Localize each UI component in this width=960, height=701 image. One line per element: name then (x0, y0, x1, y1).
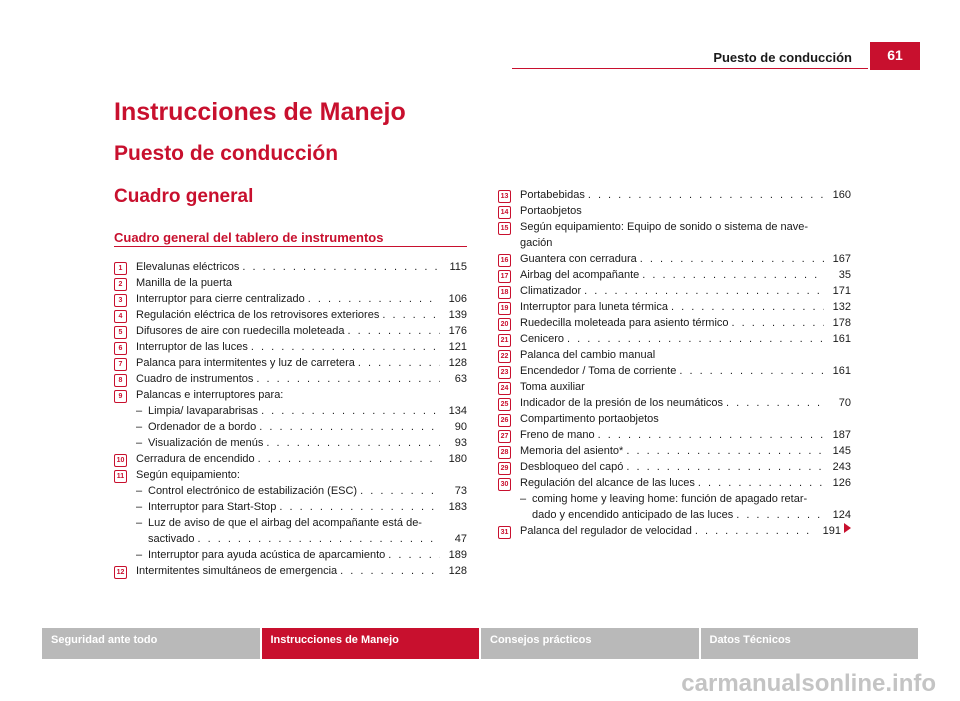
legend-item (498, 283, 851, 299)
page-reference[interactable]: 35 (838, 269, 851, 281)
footer-tabs (42, 628, 918, 659)
footer-tab[interactable]: Datos Técnicos (701, 628, 919, 659)
topic-rule (114, 246, 467, 247)
leader-dots (279, 499, 440, 515)
page-reference[interactable]: 121 (448, 341, 467, 353)
legend-item (114, 355, 467, 371)
item-number-badge: 23 (498, 366, 511, 379)
legend-item (114, 291, 467, 307)
continue-arrow-icon (844, 523, 851, 533)
legend-item (498, 411, 851, 427)
leader-dots (736, 507, 824, 523)
subchapter-title: Cuadro general (114, 186, 254, 207)
item-number-badge: 6 (114, 342, 127, 355)
leader-dots (642, 267, 824, 283)
item-text: Cuadro de instrumentos (136, 373, 254, 385)
leader-dots (358, 355, 440, 371)
item-text: Regulación del alcance de las luces (520, 477, 695, 489)
leader-dots (698, 475, 824, 491)
leader-dots (258, 451, 440, 467)
item-number-badge: 14 (498, 206, 511, 219)
leader-dots (308, 291, 440, 307)
page-reference[interactable]: 132 (832, 301, 851, 313)
item-number-badge: 22 (498, 350, 511, 363)
right-legend-list (498, 187, 851, 539)
leader-dots (732, 315, 824, 331)
item-number-badge: 8 (114, 374, 127, 387)
item-text: Interruptor para luneta térmica (520, 301, 668, 313)
leader-dots (695, 523, 814, 539)
leader-dots (266, 435, 440, 451)
legend-item (114, 419, 467, 435)
legend-item (498, 491, 851, 523)
item-text: Palancas e interruptores para: (136, 389, 284, 401)
leader-dots (261, 403, 440, 419)
leader-dots (340, 563, 440, 579)
item-text: Guantera con cerradura (520, 253, 637, 265)
page-reference[interactable]: 47 (454, 533, 467, 545)
dash-bullet: – (136, 517, 143, 529)
item-text: coming home y leaving home: función de apagado retar- (532, 493, 808, 505)
page-number: 61 (870, 42, 920, 70)
page-reference[interactable]: 93 (454, 437, 467, 449)
dash-bullet: – (136, 501, 143, 513)
leader-dots (584, 283, 824, 299)
item-text: Climatizador (520, 285, 582, 297)
item-text: Regulación eléctrica de los retrovisores exteriores (136, 309, 380, 321)
leader-dots (726, 395, 824, 411)
item-text: Airbag del acompañante (520, 269, 640, 281)
page-reference[interactable]: 161 (832, 365, 851, 377)
legend-item (114, 483, 467, 499)
item-text: Palanca del regulador de velocidad (520, 525, 692, 537)
page-reference[interactable]: 176 (448, 325, 467, 337)
item-number-badge: 17 (498, 270, 511, 283)
page-reference[interactable]: 171 (832, 285, 851, 297)
footer-tab[interactable]: Instrucciones de Manejo (262, 628, 480, 659)
legend-item (114, 499, 467, 515)
item-text: Portaobjetos (520, 205, 582, 217)
item-text: Según equipamiento: Equipo de sonido o sistema de nave- (520, 221, 809, 233)
item-text: Palanca del cambio manual (520, 349, 656, 361)
legend-item (498, 395, 851, 411)
page-reference[interactable]: 115 (449, 261, 467, 273)
leader-dots (626, 459, 824, 475)
legend-item (498, 459, 851, 475)
page-reference[interactable]: 178 (832, 317, 851, 329)
item-text-continuation: dado y encendido anticipado de las luces (532, 509, 734, 521)
page-reference[interactable]: 187 (832, 429, 851, 441)
item-number-badge: 5 (114, 326, 127, 339)
legend-item (498, 379, 851, 395)
item-number-badge: 18 (498, 286, 511, 299)
page-reference[interactable]: 90 (454, 421, 467, 433)
legend-item (114, 451, 467, 467)
dash-bullet: – (136, 485, 143, 497)
item-text: Portabebidas (520, 189, 585, 201)
page-reference[interactable]: 183 (448, 501, 467, 513)
header-title: Puesto de conducción (713, 50, 852, 65)
page-reference[interactable]: 160 (832, 189, 851, 201)
item-text: Toma auxiliar (520, 381, 585, 393)
legend-item (114, 275, 467, 291)
item-number-badge: 31 (498, 526, 511, 539)
dash-bullet: – (136, 437, 143, 449)
item-text: Interruptor para Start-Stop (148, 501, 277, 513)
page-reference[interactable]: 145 (832, 445, 851, 457)
leader-dots (388, 547, 440, 563)
legend-item (498, 331, 851, 347)
legend-item (114, 403, 467, 419)
page-reference[interactable]: 161 (832, 333, 851, 345)
item-number-badge: 3 (114, 294, 127, 307)
leader-dots (626, 443, 824, 459)
item-number-badge: 1 (114, 262, 127, 275)
item-text: Compartimento portaobjetos (520, 413, 659, 425)
legend-item (114, 387, 467, 403)
item-text-continuation: sactivado (148, 533, 195, 545)
item-text: Según equipamiento: (136, 469, 240, 481)
legend-item (498, 475, 851, 491)
item-text: Luz de aviso de que el airbag del acompañante está de- (148, 517, 422, 529)
item-number-badge: 9 (114, 390, 127, 403)
item-text: Difusores de aire con ruedecilla moleteada (136, 325, 345, 337)
legend-item (114, 371, 467, 387)
dash-bullet: – (136, 549, 143, 561)
item-text: Desbloqueo del capó (520, 461, 624, 473)
leader-dots (679, 363, 824, 379)
item-number-badge: 2 (114, 278, 127, 291)
legend-item (114, 547, 467, 563)
item-number-badge: 7 (114, 358, 127, 371)
leader-dots (242, 259, 440, 275)
leader-dots (259, 419, 440, 435)
watermark: carmanualsonline.info (681, 670, 936, 697)
item-number-badge: 15 (498, 222, 511, 235)
leader-dots (348, 323, 440, 339)
leader-dots (256, 371, 440, 387)
legend-item (498, 299, 851, 315)
item-number-badge: 16 (498, 254, 511, 267)
leader-dots (588, 187, 824, 203)
page-reference[interactable]: 63 (454, 373, 467, 385)
item-text: Ordenador de a bordo (148, 421, 257, 433)
item-text: Memoria del asiento* (520, 445, 624, 457)
leader-dots (251, 339, 440, 355)
item-text: Freno de mano (520, 429, 595, 441)
page-reference[interactable]: 189 (448, 549, 467, 561)
item-text: Cenicero (520, 333, 565, 345)
leader-dots (671, 299, 824, 315)
leader-dots (382, 307, 440, 323)
item-text: Ruedecilla moleteada para asiento térmico (520, 317, 729, 329)
page-reference[interactable]: 134 (448, 405, 467, 417)
left-legend-list (114, 259, 467, 579)
item-number-badge: 29 (498, 462, 511, 475)
legend-item (498, 427, 851, 443)
page-reference[interactable]: 139 (448, 309, 467, 321)
legend-item (498, 203, 851, 219)
item-text: Interruptor de las luces (136, 341, 248, 353)
item-number-badge: 30 (498, 478, 511, 491)
item-number-badge: 11 (114, 470, 127, 483)
item-text: Cerradura de encendido (136, 453, 255, 465)
item-number-badge: 24 (498, 382, 511, 395)
item-text: Elevalunas eléctricos (136, 261, 240, 273)
item-number-badge: 21 (498, 334, 511, 347)
legend-item (114, 435, 467, 451)
item-number-badge: 4 (114, 310, 127, 323)
leader-dots (567, 331, 824, 347)
legend-item (498, 363, 851, 379)
dash-bullet: – (136, 421, 143, 433)
footer-tab[interactable]: Seguridad ante todo (42, 628, 260, 659)
leader-dots (640, 251, 824, 267)
item-number-badge: 25 (498, 398, 511, 411)
page-header (0, 42, 960, 72)
legend-item (498, 267, 851, 283)
page-reference[interactable]: 70 (838, 397, 851, 409)
item-number-badge: 20 (498, 318, 511, 331)
page-reference[interactable]: 191 (822, 525, 841, 537)
item-number-badge: 12 (114, 566, 127, 579)
item-text: Intermitentes simultáneos de emergencia (136, 565, 338, 577)
page-reference[interactable]: 243 (832, 461, 851, 473)
legend-item (498, 315, 851, 331)
item-number-badge: 10 (114, 454, 127, 467)
page-reference[interactable]: 73 (454, 485, 467, 497)
legend-item (114, 563, 467, 579)
page-reference[interactable]: 124 (832, 509, 851, 521)
item-text: Limpia/ lavaparabrisas (148, 405, 259, 417)
item-text-continuation: gación (520, 237, 553, 249)
leader-dots (197, 531, 440, 547)
item-text: Interruptor para ayuda acústica de aparcamiento (148, 549, 386, 561)
section-title: Instrucciones de Manejo (114, 98, 406, 126)
item-text: Encendedor / Toma de corriente (520, 365, 677, 377)
page-reference[interactable]: 126 (832, 477, 851, 489)
legend-item (114, 515, 467, 547)
legend-item (498, 523, 851, 539)
item-number-badge: 19 (498, 302, 511, 315)
dash-bullet: – (136, 405, 143, 417)
footer-tab[interactable]: Consejos prácticos (481, 628, 699, 659)
item-number-badge: 26 (498, 414, 511, 427)
header-rule (512, 68, 868, 69)
legend-item (114, 339, 467, 355)
legend-item (498, 443, 851, 459)
dash-bullet: – (520, 493, 527, 505)
legend-item (114, 467, 467, 483)
legend-item (498, 251, 851, 267)
item-number-badge: 28 (498, 446, 511, 459)
legend-item (498, 187, 851, 203)
chapter-title: Puesto de conducción (114, 142, 339, 165)
item-number-badge: 13 (498, 190, 511, 203)
legend-item (114, 323, 467, 339)
page-reference[interactable]: 128 (448, 357, 467, 369)
leader-dots (360, 483, 440, 499)
item-text: Control electrónico de estabilización (ESC) (148, 485, 358, 497)
item-text: Palanca para intermitentes y luz de carretera (136, 357, 355, 369)
page-reference[interactable]: 106 (448, 293, 467, 305)
legend-item (498, 219, 851, 251)
legend-item (114, 307, 467, 323)
item-number-badge: 27 (498, 430, 511, 443)
item-text: Manilla de la puerta (136, 277, 233, 289)
topic-title: Cuadro general del tablero de instrumentos (114, 230, 384, 245)
item-text: Visualización de menús (148, 437, 264, 449)
page-reference[interactable]: 180 (448, 453, 467, 465)
page-reference[interactable]: 167 (832, 253, 851, 265)
item-text: Indicador de la presión de los neumáticos (520, 397, 724, 409)
legend-item (498, 347, 851, 363)
item-text: Interruptor para cierre centralizado (136, 293, 305, 305)
leader-dots (598, 427, 824, 443)
legend-item (114, 259, 467, 275)
page-reference[interactable]: 128 (448, 565, 467, 577)
